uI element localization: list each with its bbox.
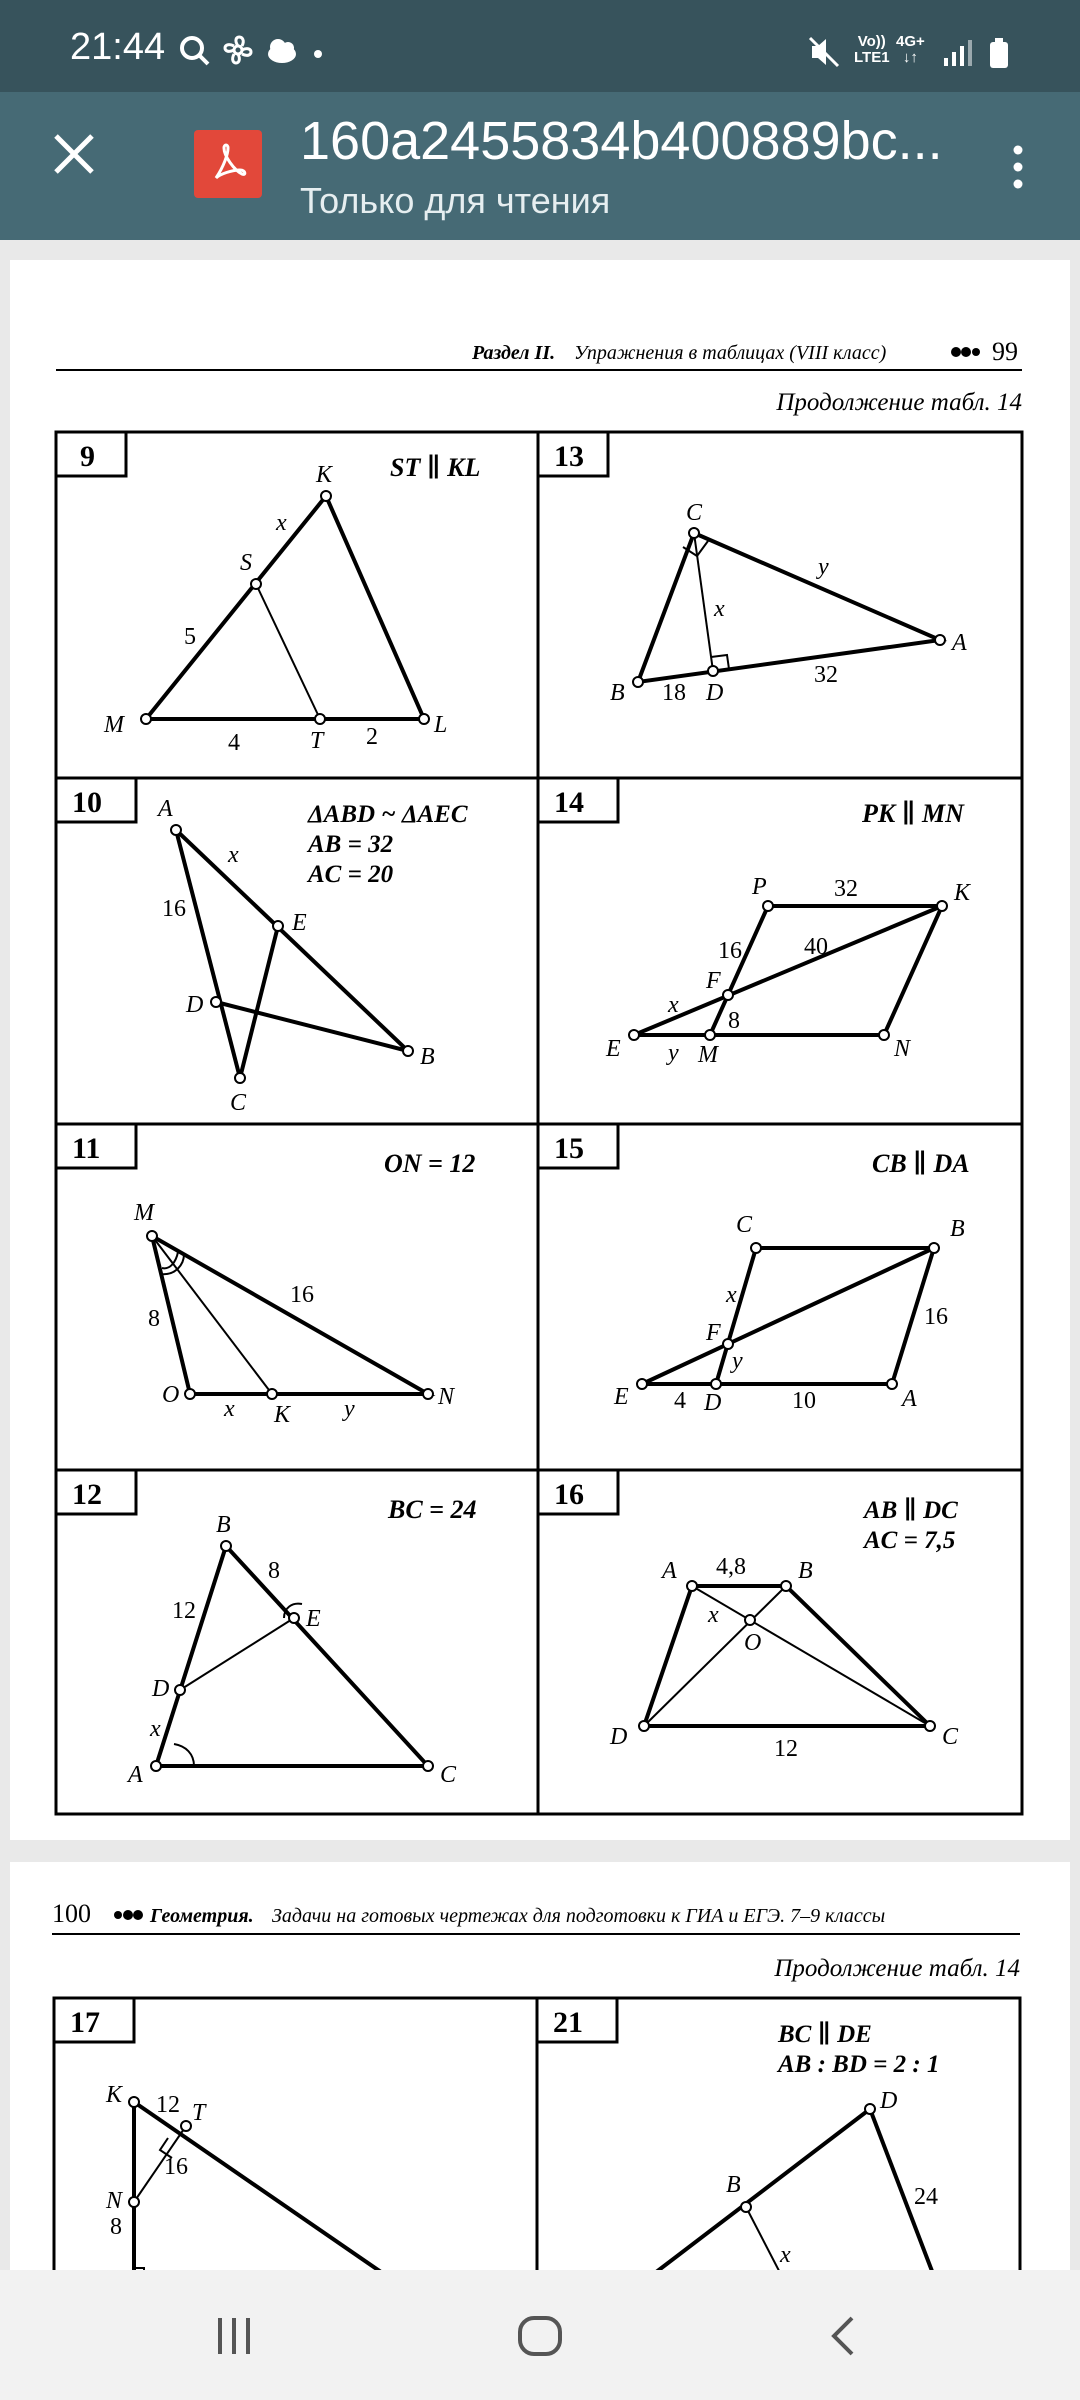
point-label: D <box>880 2088 898 2114</box>
segment-label: x <box>780 2242 791 2268</box>
point-label: D <box>706 680 724 706</box>
exercise-15 <box>538 1124 970 1416</box>
segment-label: 8 <box>268 1558 280 1584</box>
point-label: E <box>292 910 307 936</box>
segment-label: x <box>714 596 725 622</box>
close-icon[interactable] <box>46 126 102 182</box>
exercise-number: 9 <box>80 440 95 473</box>
status-time: 21:44 <box>70 26 166 68</box>
point-label: K <box>954 880 971 906</box>
point-label: K <box>274 1402 291 1428</box>
exercise-9 <box>56 432 480 756</box>
page-header <box>52 1899 1020 1982</box>
point-label: C <box>230 1090 247 1116</box>
exercise-14 <box>538 778 972 1068</box>
point-label: O <box>744 1630 762 1656</box>
condition: ΔABD ~ ΔAEC <box>308 801 468 828</box>
header-section: Геометрия. <box>150 1905 254 1927</box>
condition: ON = 12 <box>384 1149 476 1178</box>
segment-label: 8 <box>110 2214 122 2240</box>
pdf-page-100 <box>10 1862 1070 2292</box>
segment-label: y <box>344 1396 355 1422</box>
app-bar <box>0 92 1080 240</box>
battery-icon <box>990 38 1008 68</box>
dot-icon <box>314 50 322 58</box>
exercise-number: 14 <box>554 786 584 819</box>
segment-label: 4 <box>674 1388 686 1414</box>
condition: CB ∥ DA <box>872 1149 970 1178</box>
exercise-number: 12 <box>72 1478 102 1511</box>
pdf-page-99 <box>10 260 1070 1840</box>
condition: AB = 32 <box>308 831 394 858</box>
page-100-content <box>10 1862 1070 2292</box>
segment-label: 40 <box>804 934 828 960</box>
point-label: A <box>952 630 967 656</box>
segment-label: 12 <box>156 2092 180 2118</box>
point-label: E <box>606 1036 621 1062</box>
point-label: A <box>128 1762 143 1788</box>
point-label: A <box>662 1558 677 1584</box>
exercise-number: 17 <box>70 2006 100 2039</box>
fan-icon <box>225 37 251 63</box>
condition: PK ∥ MN <box>862 799 964 828</box>
segment-label: x <box>668 992 679 1018</box>
exercise-number: 16 <box>554 1478 584 1511</box>
point-label: D <box>610 1724 628 1750</box>
segment-label: 8 <box>728 1008 740 1034</box>
network-type: 4G+ <box>896 33 925 50</box>
point-label: F <box>706 1320 721 1346</box>
document-viewer[interactable] <box>0 240 1080 2270</box>
data-arrows-icon: ↓↑ <box>902 49 918 66</box>
condition: ST ∥ KL <box>390 453 481 482</box>
segment-label: 2 <box>366 724 378 750</box>
point-label: B <box>726 2172 741 2198</box>
point-label: B <box>420 1044 435 1070</box>
segment-label: y <box>818 554 829 580</box>
segment-label: x <box>228 842 239 868</box>
segment-label: y <box>668 1040 679 1066</box>
point-label: C <box>736 1212 753 1238</box>
search-icon <box>182 38 208 64</box>
point-label: B <box>798 1558 813 1584</box>
point-label: C <box>686 500 703 526</box>
point-label: N <box>438 1384 455 1410</box>
recent-apps-icon <box>218 2318 250 2354</box>
condition: AC = 7,5 <box>864 1527 956 1554</box>
more-options-icon[interactable] <box>1000 142 1036 192</box>
header-section: Раздел II. <box>472 342 556 364</box>
back-icon <box>834 2318 852 2354</box>
exercise-11 <box>56 1124 475 1428</box>
document-title: 160a2455834b400889bc... <box>300 111 943 171</box>
continuation-label: Продолжение табл. 14 <box>776 389 1022 416</box>
point-label: M <box>104 712 124 738</box>
exercise-number: 13 <box>554 440 584 473</box>
point-label: D <box>704 1390 722 1416</box>
segment-label: 24 <box>914 2184 938 2210</box>
header-dots-icon <box>114 1910 143 1920</box>
page-number: 99 <box>992 337 1018 366</box>
header-dots-icon <box>951 347 980 357</box>
back-button[interactable] <box>824 2314 860 2358</box>
segment-label: 16 <box>718 938 742 964</box>
segment-label: 16 <box>924 1304 948 1330</box>
point-label: D <box>186 992 204 1018</box>
condition: AB ∥ DC <box>864 1497 958 1524</box>
segment-label: x <box>276 510 287 536</box>
point-label: K <box>106 2082 123 2108</box>
point-label: T <box>192 2100 206 2126</box>
point-label: C <box>440 1762 457 1788</box>
point-label: E <box>614 1384 629 1410</box>
cloud-icon <box>268 39 296 63</box>
point-label: F <box>706 968 721 994</box>
pdf-file-icon <box>194 130 262 198</box>
segment-label: x <box>224 1396 235 1422</box>
segment-label: 32 <box>834 876 858 902</box>
signal-icon <box>944 40 972 66</box>
segment-label: 32 <box>814 662 838 688</box>
segment-label: 8 <box>148 1306 160 1332</box>
point-label: B <box>950 1216 965 1242</box>
page-header <box>56 337 1022 416</box>
point-label: D <box>152 1676 170 1702</box>
segment-label: 18 <box>662 680 686 706</box>
segment-label: 4,8 <box>716 1554 746 1580</box>
exercise-16 <box>538 1470 959 1762</box>
point-label: N <box>894 1036 911 1062</box>
document-subtitle: Только для чтения <box>300 180 611 221</box>
status-bar <box>0 0 1080 92</box>
exercise-21 <box>537 1998 940 2292</box>
segment-label: 12 <box>774 1736 798 1762</box>
point-label: C <box>942 1724 959 1750</box>
point-label: O <box>162 1382 180 1408</box>
segment-label: x <box>150 1716 161 1742</box>
point-label: N <box>106 2188 123 2214</box>
exercise-number: 10 <box>72 786 102 819</box>
condition: BC ∥ DE <box>778 2021 872 2048</box>
exercise-17 <box>54 1998 410 2292</box>
header-text: Упражнения в таблицах (VIII класс) <box>574 342 887 364</box>
point-label: M <box>134 1200 154 1226</box>
point-label: T <box>310 728 324 754</box>
segment-label: 16 <box>164 2154 188 2180</box>
point-label: M <box>698 1042 718 1068</box>
segment-label: 5 <box>184 624 196 650</box>
condition: AC = 20 <box>308 861 394 888</box>
network-bottom: LTE1 <box>854 49 890 66</box>
exercise-number: 11 <box>72 1132 101 1165</box>
mute-icon <box>806 34 842 70</box>
exercise-number: 21 <box>553 2006 583 2039</box>
condition: BC = 24 <box>388 1495 477 1524</box>
recent-apps-button[interactable] <box>210 2316 260 2356</box>
segment-label: 4 <box>228 730 240 756</box>
segment-label: x <box>708 1602 719 1628</box>
point-label: B <box>216 1512 231 1538</box>
segment-label: y <box>732 1348 743 1374</box>
point-label: A <box>158 796 173 822</box>
point-label: E <box>306 1606 321 1632</box>
point-label: L <box>434 712 448 738</box>
continuation-label: Продолжение табл. 14 <box>774 1955 1020 1982</box>
segment-label: x <box>726 1282 737 1308</box>
point-label: S <box>240 550 252 576</box>
status-right-icons <box>944 36 1024 72</box>
segment-label: 10 <box>792 1388 816 1414</box>
status-left-icons <box>178 34 328 70</box>
point-label: K <box>316 462 333 488</box>
exercise-number: 15 <box>554 1132 584 1165</box>
point-label: A <box>902 1386 917 1412</box>
segment-label: 16 <box>290 1282 314 1308</box>
point-label: B <box>610 680 625 706</box>
home-button[interactable] <box>516 2314 564 2358</box>
condition: AB : BD = 2 : 1 <box>778 2051 940 2078</box>
system-navigation-bar <box>0 2270 1080 2400</box>
exercise-13 <box>538 432 967 706</box>
point-label: P <box>752 874 767 900</box>
exercise-10 <box>56 778 468 1116</box>
page-99-content <box>10 260 1070 1840</box>
home-icon <box>520 2318 560 2354</box>
page-number: 100 <box>52 1899 91 1928</box>
network-top: Vo)) <box>857 33 886 50</box>
exercise-12 <box>56 1470 477 1788</box>
header-text: Задачи на готовых чертежах для подготовки к ГИА и ЕГЭ. 7–9 классы <box>272 1905 886 1927</box>
segment-label: 12 <box>172 1598 196 1624</box>
segment-label: 16 <box>162 896 186 922</box>
